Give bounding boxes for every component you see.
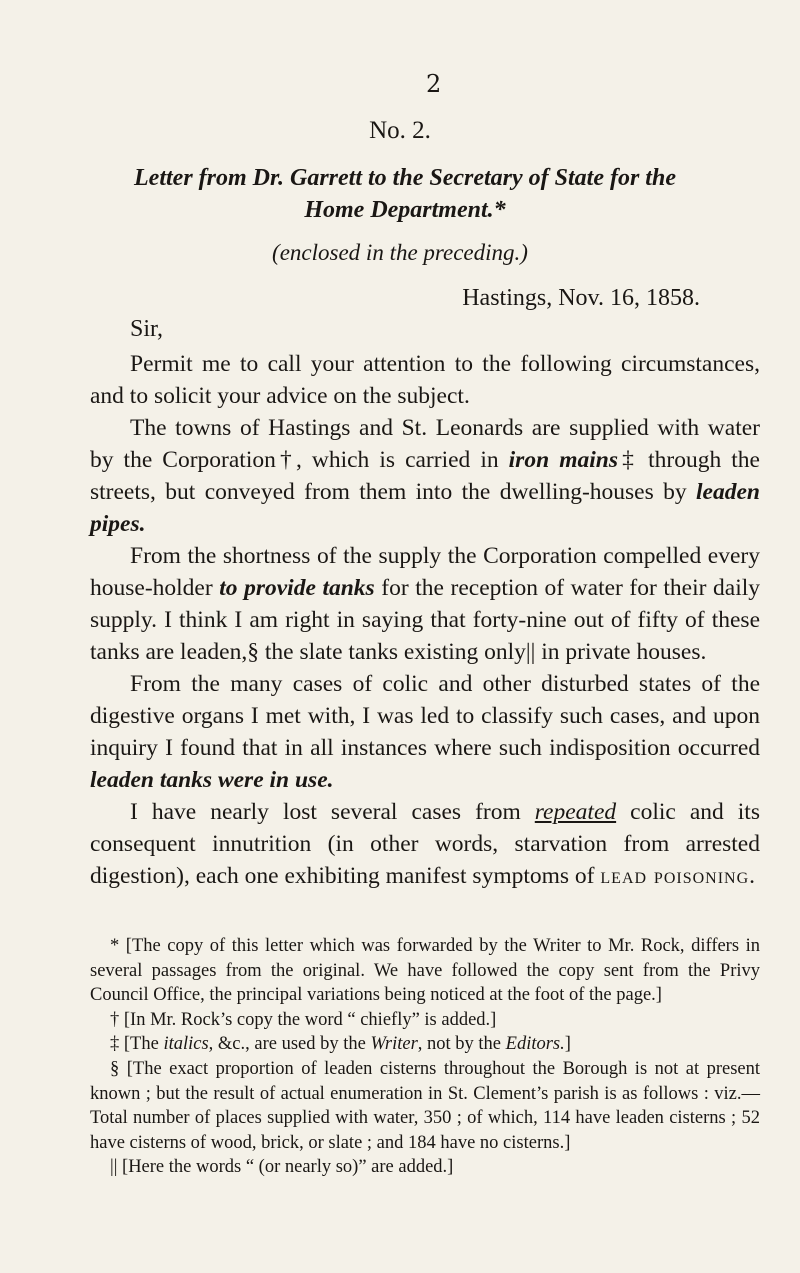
page-title: No. 2. [369, 117, 431, 144]
italic-text: to provide tanks [219, 575, 375, 601]
small-caps-text: lead poisoning. [600, 863, 757, 889]
letter-heading-continued: Home Department.* [304, 197, 506, 223]
paragraph: Permit me to call your attention to the following circumstances, and to solicit your advice on the subject. [90, 351, 760, 409]
text-run: , &c., are used by the [208, 1034, 371, 1055]
underlined-italic-text: repeated [534, 799, 617, 825]
paragraph [90, 540, 760, 668]
paragraph [90, 412, 760, 540]
dateline: Hastings, Nov. 16, 1858. [462, 285, 700, 311]
italic-text: Editors. [505, 1034, 565, 1055]
footnote [90, 1032, 760, 1057]
text-run: From the many cases of colic and other disturbed states of the digestive organs I met with, I was led to classify such cases, and upon inquiry I found that in all instances where such indisposition occurred [90, 671, 760, 761]
text-run: ‡ [The [110, 1034, 164, 1055]
footnote: || [Here the words “ (or nearly so)” are added.] [110, 1157, 454, 1178]
text-run: I have nearly lost several cases from [130, 799, 535, 825]
footnote: * [The copy of this letter which was forwarded by the Writer to Mr. Rock, differs in several passages from the original. We have followed the copy sent from the Privy Council Office, the principal variations being noticed at the foot of the page.] [90, 936, 760, 1006]
footnotes [90, 934, 760, 1180]
italic-text: Writer [370, 1034, 418, 1055]
footnote: † [In Mr. Rock’s copy the word “ chiefly” is added.] [110, 1009, 497, 1030]
text-run: The towns of Hastings and St. Leonards are supplied with water by the Corporation†, which is carried in [90, 415, 760, 473]
text-run: ‡ through the streets, but conveyed from them into the dwelling-houses by [90, 447, 760, 505]
italic-text: leaden tanks were in use. [90, 767, 334, 793]
italic-text: iron mains [508, 447, 618, 473]
paragraph [90, 668, 760, 796]
text-run: colic and its consequent innutrition (in other words, starvation from arrested digestion), each one exhibiting manifest symptoms of [90, 799, 760, 889]
salutation: Sir, [130, 316, 164, 342]
footnote: § [The exact proportion of leaden cisterns throughout the Borough is not at present known ; but the result of actual enumeration in St. Clement’s parish is as follows : viz.—Total number of places supplied with water, 350 ; of which, 114 have leaden cisterns ; 52 have cisterns of wood, brick, or slate ; and 184 have no cisterns.] [90, 1058, 760, 1153]
page-number: 2 [426, 70, 442, 98]
text-run: ] [564, 1034, 571, 1055]
text-run: From the shortness of the supply the Corporation compelled every house-holder [90, 543, 760, 601]
enclosed-note: (enclosed in the preceding.) [272, 240, 528, 265]
paragraph [90, 796, 760, 892]
text-run: , not by the [417, 1034, 506, 1055]
italic-text: italics [163, 1034, 209, 1055]
italic-text: leaden pipes. [90, 479, 760, 537]
letter-heading: Letter from Dr. Garrett to the Secretary of State for the [134, 165, 676, 191]
text-run: for the reception of water for their daily supply. I think I am right in saying that forty-nine out of fifty of these tanks are leaden,§ the slate tanks existing only|| in private houses. [90, 575, 761, 665]
letter-body [90, 348, 760, 892]
